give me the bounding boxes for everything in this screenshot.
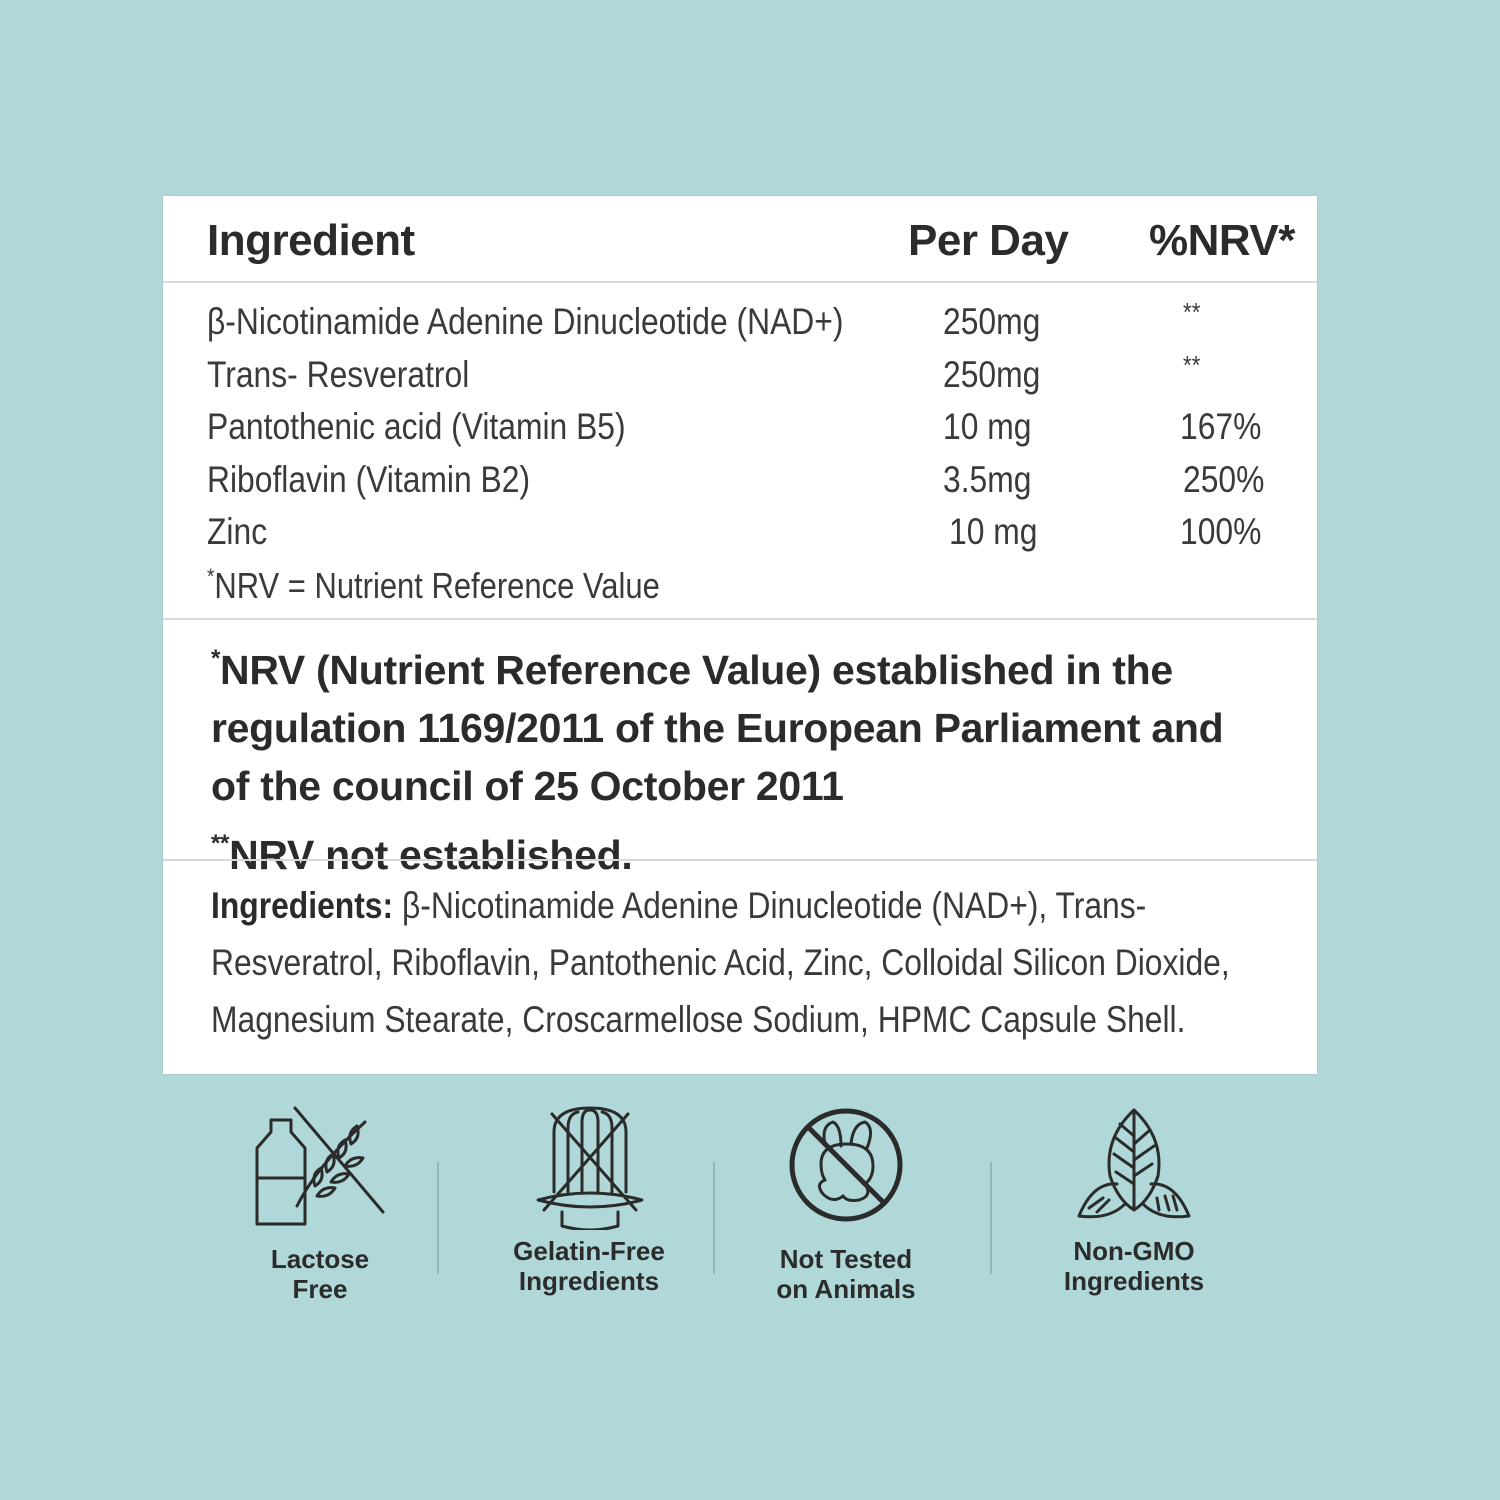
badge-label-line: Non-GMO	[1073, 1236, 1195, 1266]
per-day-column-header: Per Day	[908, 216, 1069, 265]
lactose-free-icon	[255, 1100, 385, 1230]
ingredient-nrv: **	[1183, 297, 1201, 327]
footnote-label: NRV = Nutrient Reference Value	[214, 564, 660, 606]
table-row	[163, 511, 1317, 564]
gelatin-free-icon	[524, 1100, 654, 1230]
badge-label	[1004, 1236, 1264, 1296]
badge-label-line: Not Tested	[779, 1244, 913, 1274]
section-divider	[163, 618, 1317, 620]
badge-non-gmo	[1004, 1100, 1264, 1296]
non-gmo-icon	[1069, 1100, 1199, 1230]
ingredients-label: Ingredients:	[211, 885, 394, 926]
table-row	[163, 406, 1317, 459]
ingredient-name: β-Nicotinamide Adenine Dinucleotide (NAD+)	[207, 301, 844, 342]
table-row	[163, 297, 1317, 354]
double-star-marker: **	[211, 830, 230, 857]
ingredient-amount: 250mg	[943, 353, 1041, 395]
ingredient-name: Trans- Resveratrol	[207, 353, 470, 395]
legal-line	[211, 630, 1291, 699]
ingredient-amount: 3.5mg	[943, 458, 1032, 500]
badge-lactose-free	[190, 1100, 450, 1304]
ingredients-line	[211, 877, 1147, 934]
ingredients-line: Resveratrol, Riboflavin, Pantothenic Acid, Zinc, Colloidal Silicon Dioxide,	[211, 942, 1230, 983]
ingredients-text: β-Nicotinamide Adenine Dinucleotide (NAD+), Trans-	[393, 885, 1147, 926]
ingredients-line: Magnesium Stearate, Croscarmellose Sodium, HPMC Capsule Shell.	[211, 999, 1186, 1040]
legal-line: regulation 1169/2011 of the European Parliament and	[211, 705, 1224, 751]
table-header	[163, 196, 1317, 283]
ingredient-nrv: 250%	[1183, 458, 1265, 500]
legal-line: of the council of 25 October 2011	[211, 763, 844, 809]
ingredient-name: Riboflavin (Vitamin B2)	[207, 458, 531, 500]
nrv-footnote-text	[207, 564, 660, 607]
ingredient-amount: 250mg	[943, 301, 1041, 342]
star-marker: *	[211, 645, 221, 672]
badge-gelatin-free	[459, 1100, 719, 1296]
ingredient-amount: 10 mg	[943, 406, 1032, 448]
ingredient-amount: 10 mg	[949, 511, 1038, 553]
product-badges	[0, 1100, 1500, 1320]
table-row	[163, 349, 1317, 407]
badge-label-line: Free	[292, 1274, 348, 1304]
ingredient-name: Zinc	[207, 511, 268, 553]
badge-label-line: on Animals	[776, 1274, 916, 1304]
table-row	[163, 459, 1317, 512]
section-divider	[163, 859, 1317, 861]
ingredients-list	[211, 877, 1291, 1048]
not-tested-on-animals-icon	[781, 1100, 911, 1230]
nrv-footnote	[163, 564, 1317, 617]
badge-separator	[437, 1162, 439, 1274]
ingredient-name: Pantothenic acid (Vitamin B5)	[207, 406, 626, 448]
legal-text: NRV not established.	[229, 832, 633, 878]
nrv-legal-note	[211, 630, 1291, 884]
badge-label	[190, 1244, 450, 1304]
badge-label-line: Gelatin-Free	[513, 1236, 665, 1266]
badge-separator	[713, 1162, 715, 1274]
ingredient-nrv: 167%	[1180, 406, 1262, 448]
badge-label-line: Ingredients	[518, 1266, 660, 1296]
badge-label	[716, 1244, 976, 1304]
badge-label-line: Ingredients	[1063, 1266, 1205, 1296]
ingredient-table-body	[163, 297, 1317, 617]
footnote-star: *	[207, 563, 215, 589]
badge-separator	[990, 1162, 992, 1274]
badge-label	[459, 1236, 719, 1296]
badge-label-line: Lactose	[270, 1244, 370, 1274]
badge-not-tested-on-animals	[716, 1100, 976, 1304]
ingredient-nrv: **	[1183, 349, 1201, 380]
ingredient-column-header: Ingredient	[207, 216, 415, 265]
legal-text: NRV (Nutrient Reference Value) established in the	[220, 647, 1173, 693]
ingredient-nrv: 100%	[1180, 511, 1262, 553]
supplement-facts-panel	[162, 195, 1318, 1075]
legal-line	[211, 815, 1291, 884]
nrv-column-header: %NRV*	[1149, 216, 1295, 265]
